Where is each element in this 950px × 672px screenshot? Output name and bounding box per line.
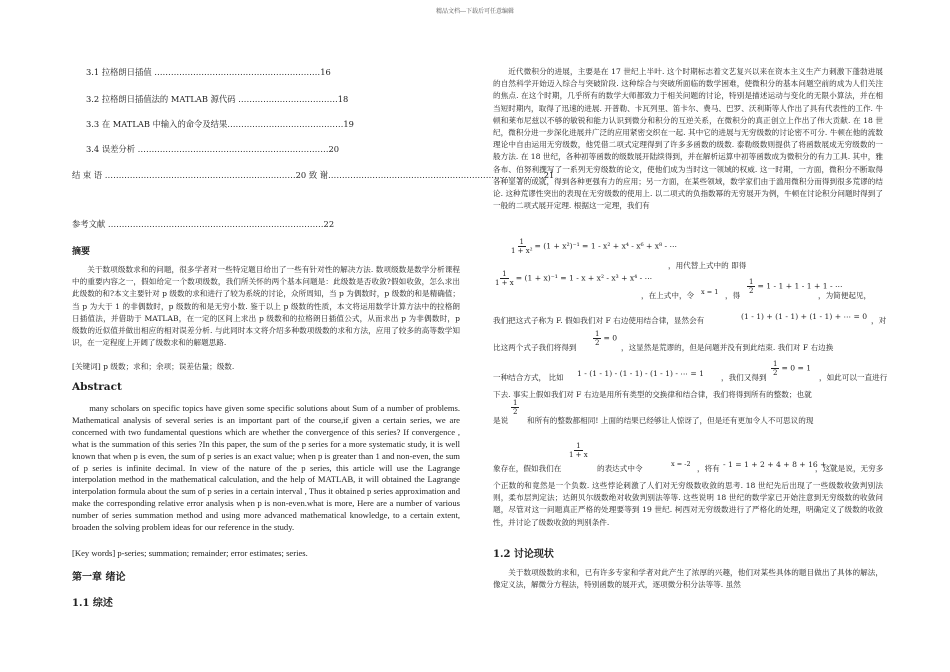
equation-grandi: $\frac{1}{2}$ = 1 - 1 + 1 - 1 + 1 - ⋯ — [749, 278, 843, 295]
toc-entry[interactable]: 参考文献 ……………………………………………………………………22 — [72, 219, 335, 229]
text-substitute: ，用代替上式中的 即得 — [668, 261, 747, 270]
toc-entry[interactable]: 3.1 拉格朗日插值 ……………………………………………………16 — [86, 67, 331, 77]
text-another-way: 一种结合方式， 比如 — [493, 373, 564, 382]
text-that-is: 是说 — [493, 416, 509, 425]
text-all-integers: 下去. 事实上假如我们对 F 右边是用所有类型的交换律和结合律，我们将得到所有的整数；也就 — [493, 390, 812, 399]
text-infinitely-many: ，这就是说，无穷多 — [815, 464, 884, 473]
text-compare: ，对 — [871, 316, 887, 325]
text-simplicity: ，为简便起见， — [818, 291, 872, 300]
toc-entry[interactable]: 3.2 拉格朗日插值法的 MATLAB 源代码 ………………………………18 — [86, 94, 349, 104]
convergence-paragraph: 个正数的和竟然是一个负数. 这些悖论刺激了人们对无穷级数收敛的思考. 18 世纪先后出现了一些级数收敛判别法则，柔布层判定法；达朗贝尔级数绝对收敛判别法等等. 这些说明 18 世纪的数学家已开始注意到无穷级数的收敛问题，尽管对这一问题真正严格的处理要等到 19 世纪. 柯西对无穷级数进行了严格化的处理，明确定义了级数的收敛性，并讨论了级数收敛的判别条件. — [493, 481, 883, 527]
equation-group-zero: (1 - 1) + (1 - 1) + (1 - 1) + ⋯ = 0 — [741, 312, 868, 321]
toc-entry[interactable]: 3.3 在 MATLAB 中输入的命令及结果……………………………………19 — [86, 119, 354, 129]
section-1-1-heading: 1.1 综述 — [72, 598, 113, 609]
equation-half-zero-one: $\frac{1}{2}$ = 0 = 1 — [773, 360, 812, 377]
text-associative: 我们把这式子称为 F. 假如我们对 F 右边使用结合律，显然会有 — [493, 316, 705, 325]
equation-binomial: $\frac{1}{\text{1 + x²}}$ = (1 + x²)⁻¹ = 1 - x² + x⁴ - x⁶ + x⁸ - ⋯ — [511, 238, 678, 255]
abstract-cn-text: 关于数项级数求和的问题，很多学者对一些特定题目给出了一些有针对性的解决方法. 数项级数是数学分析课程中的重要内容之一，假如给定一个数项级数，我们所关怀的两个基本问题是：此级数是否收敛?假如收敛，怎么求出此级数的和?本文主要针对 p 级数的求和进行了较为系统的讨论，众所周知，当 p 为偶数时，p 级数的和是精确值；当 p 为大于 1 的非偶数时，p 级数的和是无穷小数. 鉴于以上 p 级数的性质，本文将运用数学计算方法中的拉格朗日插值法，并借助于 MATLAB，在一定的区间上求出 p 级数和的拉格朗日插值公式，从而求出 p 为非偶数时，p 级数的近似值并做出相应的相对误差分析. 与此同时本文将介绍多种数项级数的求和方法，应用了较多的高等数学知识，在一定程度上开阔了级数求和的解题思路. — [72, 265, 460, 348]
text-continue: ，如此可以一直进行 — [819, 373, 888, 382]
text-get: ，得 — [725, 291, 741, 300]
text-compare-two: 比这两个式子我们将得到 — [493, 343, 577, 352]
text-phenomenon: 象存在，假如我们在 — [493, 464, 562, 473]
page-header: 精品文档---下载后可任意编辑 — [435, 8, 515, 15]
text-let: ，在上式中，令 — [641, 291, 695, 300]
text-astonishing: 和所有的整数都相同! 上面的结果已经够让人惊讶了，但是还有更加令人不可思议的现 — [527, 416, 814, 425]
abstract-en-text: many scholars on specific topics have given some specific solutions about Sum of a number of problems. Mathematical analysis of several series is an important part of the course,if given a certain series, we are concerned with two fundamental questions which are whether the convergence of this series? If convergence , what is the summation of this series ?In this paper, the sum of the p series for a more systematic study, it is well known that when p is even, the sum of p series is an exact value; when p is greater than 1 and non-even, the sum of p series is infinite decimal. In view of the nature of the p series, this article will use the Lagrange interpolation method in the mathematical calculation, and the help of MATLAB, it will obtained the Lagrange interpolation formula about the sum of p series in a certain interval , Thus it obtained p series approximation and make the corresponding relative error analysis when p is non-even.what is more, Here are a number of various number of series summation method and using more advanced mathematical knowledge, to a certain extent, broaden the solving problem ideas for our reference in the study. — [72, 403, 460, 533]
section-1-2-heading: 1.2 讨论现状 — [493, 549, 554, 560]
chapter-1-heading: 第一章 绪论 — [72, 572, 126, 583]
keywords-cn: [关键词] p 级数；求和；余项；误差估量；级数. — [72, 362, 235, 371]
text-expression: 的表达式中令 — [597, 464, 643, 473]
toc-entry[interactable]: 结 束 语 ……………………………………………………………20 致 谢……………………………………………………………………21 — [72, 170, 555, 180]
x-equals-1: x = 1 — [701, 288, 719, 296]
equation-negative-sum: - 1 = 1 + 2 + 4 + 8 + 16 + ⋯ — [723, 460, 837, 469]
text-will-have: ，将有 — [697, 464, 720, 473]
equation-half-zero: $\frac{1}{2}$ = 0 — [595, 330, 618, 347]
abstract-cn-title: 摘要 — [72, 247, 91, 257]
toc-entry[interactable]: 3.4 误差分析 ……………………………………………………………20 — [86, 144, 340, 154]
keywords-en: [Key words] p-series; summation; remainder; error estimates; series. — [72, 548, 308, 558]
text-absurd: ，这显然是荒谬的，但是问题并没有到此结束. 我们对 F 右边换 — [621, 343, 834, 352]
half-fraction: $\frac{1}{2}$ — [513, 399, 518, 416]
research-status-paragraph: 关于数项级数的求和，已有许多专家和学者对此产生了浓厚的兴趣，他们对某些具体的题目做出了具体的解法，像定义法，解微分方程法，特别函数的展开式，逐项微分积分法等等. 虽然 — [493, 568, 883, 590]
history-paragraph: 近代微积分的进展，主要是在 17 世纪上半叶. 这个时期标志着文艺复兴以来在资本主义生产力刺激下蓬勃进展的自然科学开始迈入综合与突破阶段. 这种综合与突破所面临的数学困难，使微积分的基本问题空前的成为人们关注的焦点. 在这个时期，几乎所有的数学大师都致力于相关问题的讨论，特别是描述运动与变化的无限小算法，并在相当短时期内，取得了迅速的进展. 开普勒、卡瓦列里、笛卡尔、费马、巴罗、沃利斯等人作出了具有代表性的工作. 牛顿和莱布尼兹以不够的敏锐和能力认识到微分和积分的互逆关系，在微积分的真正创立上作出了伟大贡献. 在 18 世纪，微积分进一步深化进展并广泛的应用紧密交织在一起. 其中它的进展与无穷级数的讨论密不可分. 牛顿在他的流数理论中自由运用无穷级数，他凭借二项式定理得到了许多多函数的级数. 泰勒级数则提供了将函数展成无穷级数的一般方法. 在 18 世纪，各种初等函数的级数展开陆续得到，并在解析运算中初等函数成为微积分的有力工具. 其中，雅各布、伯努利撰写了一系列无穷级数的论文，使他们成为当时这一领域的权威. 这一时期，一方面，微积分不断取得各种显著的成就，得到各种更强有力的应用；另一方面，在某些领域，数学家们由于滥用微积分而得到很多荒谬的结论. 这种荒谬性突出的表现在无穷级数的使用上. 以二项式的负指数幂的无穷展开为例，牛顿在讨论积分问题时得到了一般的二项式展开定理. 根据这一定理，我们有 — [493, 67, 883, 211]
equation-geometric: $\frac{1}{1 + x}$ = (1 + x)⁻¹ = 1 - x + x² - x³ + x⁴ - ⋯ — [495, 270, 653, 287]
equation-group-one: 1 - (1 - 1) - (1 - 1) - (1 - 1) - ⋯ = 1 — [577, 369, 704, 378]
abstract-en-title: Abstract — [72, 381, 122, 393]
geometric-fraction: $\frac{1}{1 + x}$ — [569, 442, 588, 459]
text-again: ，我们又得到 — [721, 373, 767, 382]
x-equals-neg2: x = -2 — [671, 460, 691, 468]
